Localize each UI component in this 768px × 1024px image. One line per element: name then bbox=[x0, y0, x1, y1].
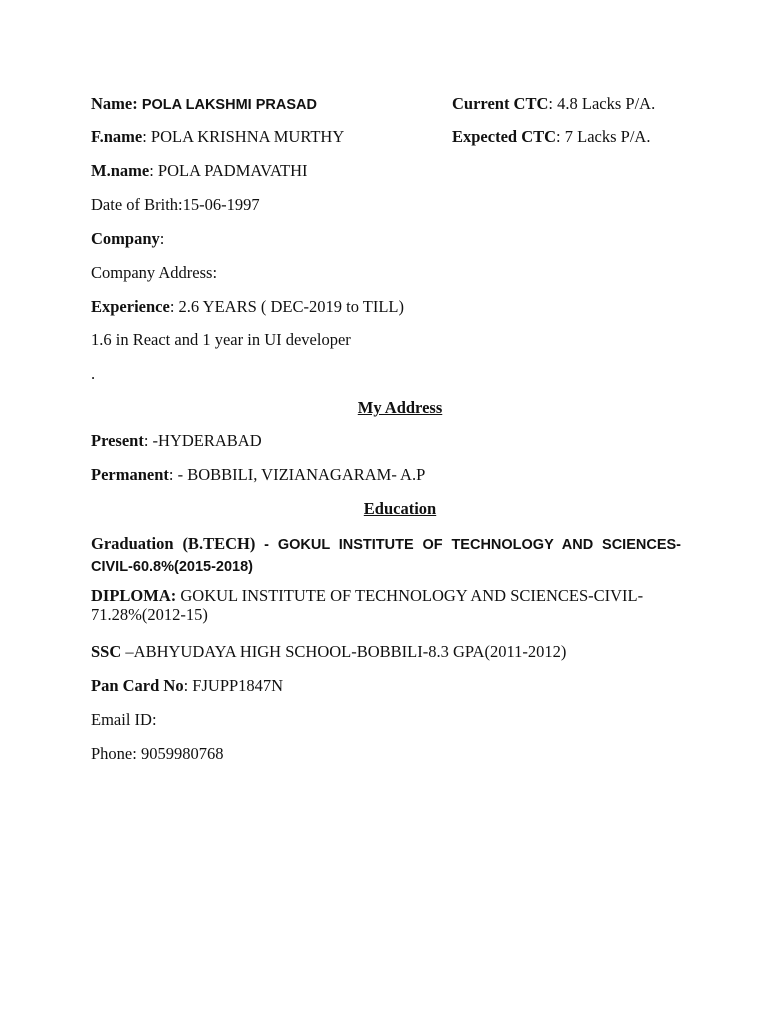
pan-card-line bbox=[91, 676, 283, 696]
name-value: POLA LAKSHMI PRASAD bbox=[141, 97, 317, 113]
company-label: Company bbox=[91, 229, 160, 248]
my-address-heading bbox=[0, 398, 768, 418]
diploma-entry bbox=[91, 587, 681, 625]
diploma-value: GOKUL INSTITUTE OF TECHNOLOGY AND SCIENCES-CIVIL-71.28%(2012-15) bbox=[91, 586, 644, 624]
name-label: Name: bbox=[91, 94, 138, 113]
experience-value: : 2.6 YEARS ( DEC-2019 to TILL) bbox=[169, 297, 405, 316]
name-line bbox=[91, 94, 317, 114]
company-address: Company Address: bbox=[91, 263, 218, 282]
education-heading-text: Education bbox=[363, 499, 437, 518]
date-of-birth: Date of Brith:15-06-1997 bbox=[91, 195, 260, 214]
mother-name-label: M.name bbox=[91, 161, 150, 180]
graduation-label: Graduation (B.TECH) bbox=[91, 534, 256, 553]
diploma-label: DIPLOMA: bbox=[91, 586, 177, 605]
mother-name-line bbox=[91, 161, 308, 181]
expected-ctc-line bbox=[452, 127, 650, 147]
experience-line bbox=[91, 297, 404, 317]
pan-card-label: Pan Card No bbox=[91, 676, 184, 695]
pan-card-value: : FJUPP1847N bbox=[183, 676, 284, 695]
my-address-heading-text: My Address bbox=[357, 398, 443, 417]
present-value: : -HYDERABAD bbox=[143, 431, 262, 450]
current-ctc-line bbox=[452, 94, 655, 114]
company-line bbox=[91, 229, 164, 249]
present-label: Present bbox=[91, 431, 144, 450]
permanent-label: Permanent bbox=[91, 465, 169, 484]
permanent-value: : - BOBBILI, VIZIANAGARAM- A.P bbox=[168, 465, 426, 484]
ssc-value: –ABHYUDAYA HIGH SCHOOL-BOBBILI-8.3 GPA(2011-2012) bbox=[121, 642, 567, 661]
father-name-value: : POLA KRISHNA MURTHY bbox=[142, 127, 345, 146]
mother-name-value: : POLA PADMAVATHI bbox=[149, 161, 308, 180]
email-line: Email ID: bbox=[91, 710, 157, 729]
experience-label: Experience bbox=[91, 297, 170, 316]
current-ctc-label: Current CTC bbox=[452, 94, 549, 113]
ssc-entry bbox=[91, 642, 566, 662]
present-address-line bbox=[91, 431, 262, 451]
father-name-label: F.name bbox=[91, 127, 143, 146]
education-heading bbox=[0, 499, 768, 519]
graduation-value: - GOKUL INSTITUTE OF TECHNOLOGY AND SCIENCES-CIVIL-60.8%(2015-2018) bbox=[91, 537, 681, 575]
separator-dot: . bbox=[91, 364, 96, 383]
graduation-entry bbox=[91, 533, 681, 577]
expected-ctc-value: : 7 Lacks P/A. bbox=[556, 127, 651, 146]
company-value: : bbox=[159, 229, 165, 248]
father-name-line bbox=[91, 127, 344, 147]
phone-line: Phone: 9059980768 bbox=[91, 744, 224, 763]
permanent-address-line bbox=[91, 465, 425, 485]
ssc-label: SSC bbox=[91, 642, 122, 661]
experience-detail: 1.6 in React and 1 year in UI developer bbox=[91, 330, 351, 349]
current-ctc-value: : 4.8 Lacks P/A. bbox=[548, 94, 656, 113]
expected-ctc-label: Expected CTC bbox=[452, 127, 557, 146]
